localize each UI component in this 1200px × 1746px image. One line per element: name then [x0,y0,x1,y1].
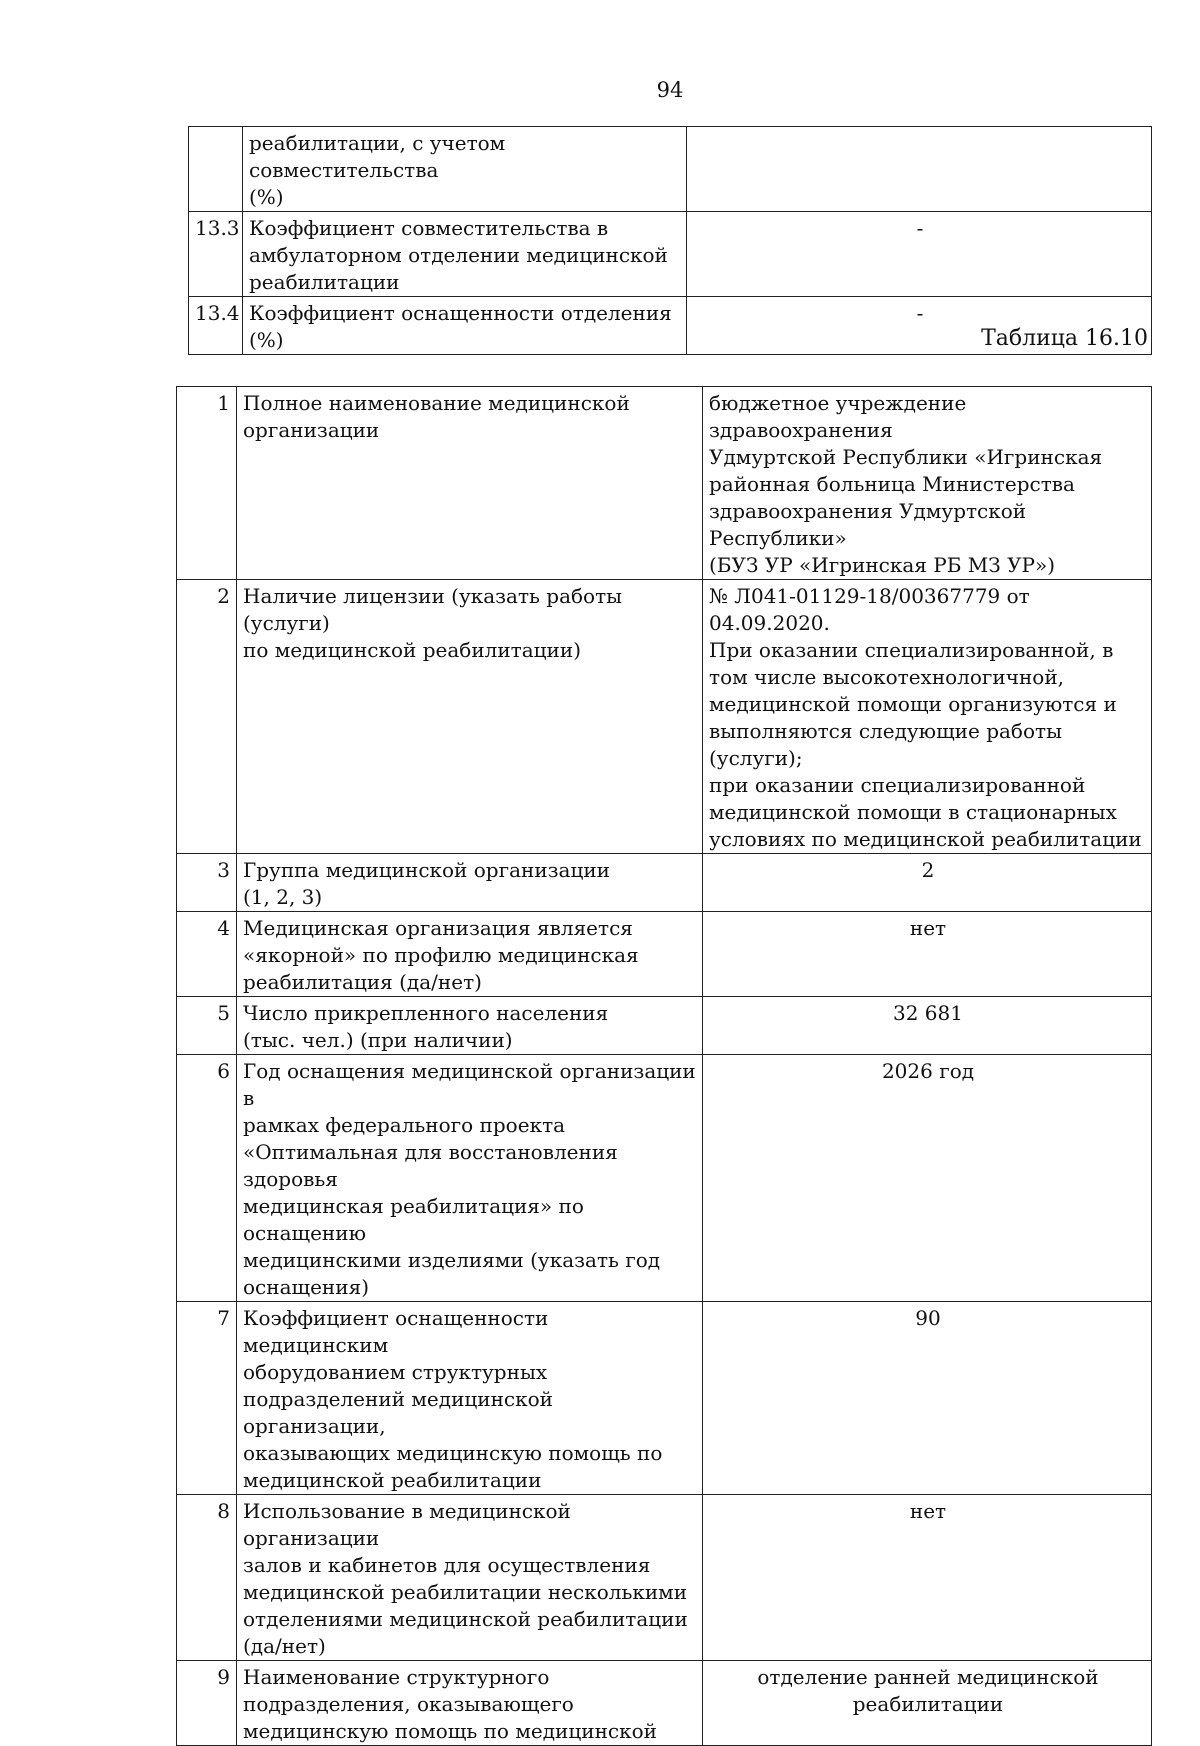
table-row [177,912,1152,997]
table-caption: Таблица 16.10 [981,326,1148,351]
row-label: Год оснащения медицинской организации в рамках федерального проекта «Оптимальная для восстановления здоровья медицинская реабилитация» по оснащению медицинскими изделиями (указать год оснащения) [237,1055,703,1302]
table-row [177,997,1152,1055]
row-label: реабилитации, с учетом совместительства (%) [243,127,687,212]
row-value: - [687,297,1152,355]
row-label: Группа медицинской организации (1, 2, 3) [237,854,703,912]
organization-table [176,386,1152,1746]
row-label: Коэффициент оснащенности отделения (%) [243,297,687,355]
row-value: бюджетное учреждение здравоохранения Удмуртской Республики «Игринская районная больница Министерства здравоохранения Удмуртской Республики» (БУЗ УР «Игринская РБ МЗ УР») [703,387,1152,580]
table-row [177,1661,1152,1746]
row-value: нет [703,912,1152,997]
row-number: 9 [177,1661,237,1746]
row-value: 2026 год [703,1055,1152,1302]
table-row [177,387,1152,580]
continued-table [188,126,1152,355]
row-label: Использование в медицинской организации залов и кабинетов для осуществления медицинской реабилитации несколькими отделениями медицинской реабилитации (да/нет) [237,1495,703,1661]
row-number [189,127,243,212]
row-number: 5 [177,997,237,1055]
row-number: 6 [177,1055,237,1302]
row-value: нет [703,1495,1152,1661]
row-value: 90 [703,1302,1152,1495]
row-value [687,127,1152,212]
row-label: Полное наименование медицинской организации [237,387,703,580]
row-value: - [687,212,1152,297]
table-row [177,1302,1152,1495]
row-number: 8 [177,1495,237,1661]
row-label: Коэффициент оснащенности медицинским оборудованием структурных подразделений медицинской организации, оказывающих медицинскую помощь по медицинской реабилитации [237,1302,703,1495]
row-value: 2 [703,854,1152,912]
row-number: 1 [177,387,237,580]
row-label: Коэффициент совместительства в амбулаторном отделении медицинской реабилитации [243,212,687,297]
row-number: 7 [177,1302,237,1495]
row-number: 13.4 [189,297,243,355]
row-value: отделение ранней медицинской реабилитации [703,1661,1152,1746]
table-row [177,1055,1152,1302]
row-label: Наименование структурного подразделения, оказывающего медицинскую помощь по медицинской [237,1661,703,1746]
row-number: 4 [177,912,237,997]
row-value: 32 681 [703,997,1152,1055]
table-row [177,854,1152,912]
table-row [177,580,1152,854]
row-label: Число прикрепленного населения (тыс. чел.) (при наличии) [237,997,703,1055]
row-number: 13.3 [189,212,243,297]
row-label: Наличие лицензии (указать работы (услуги) по медицинской реабилитации) [237,580,703,854]
row-number: 2 [177,580,237,854]
page-number: 94 [656,78,684,102]
table-row [177,1495,1152,1661]
row-label: Медицинская организация является «якорной» по профилю медицинская реабилитация (да/нет) [237,912,703,997]
row-number: 3 [177,854,237,912]
table-row [189,127,1152,212]
table-row [189,212,1152,297]
row-value: № Л041-01129-18/00367779 от 04.09.2020. При оказании специализированной, в том числе высокотехнологичной, медицинской помощи организуются и выполняются следующие работы (услуги); при оказании специализированной медицинской помощи в стационарных условиях по медицинской реабилитации [703,580,1152,854]
